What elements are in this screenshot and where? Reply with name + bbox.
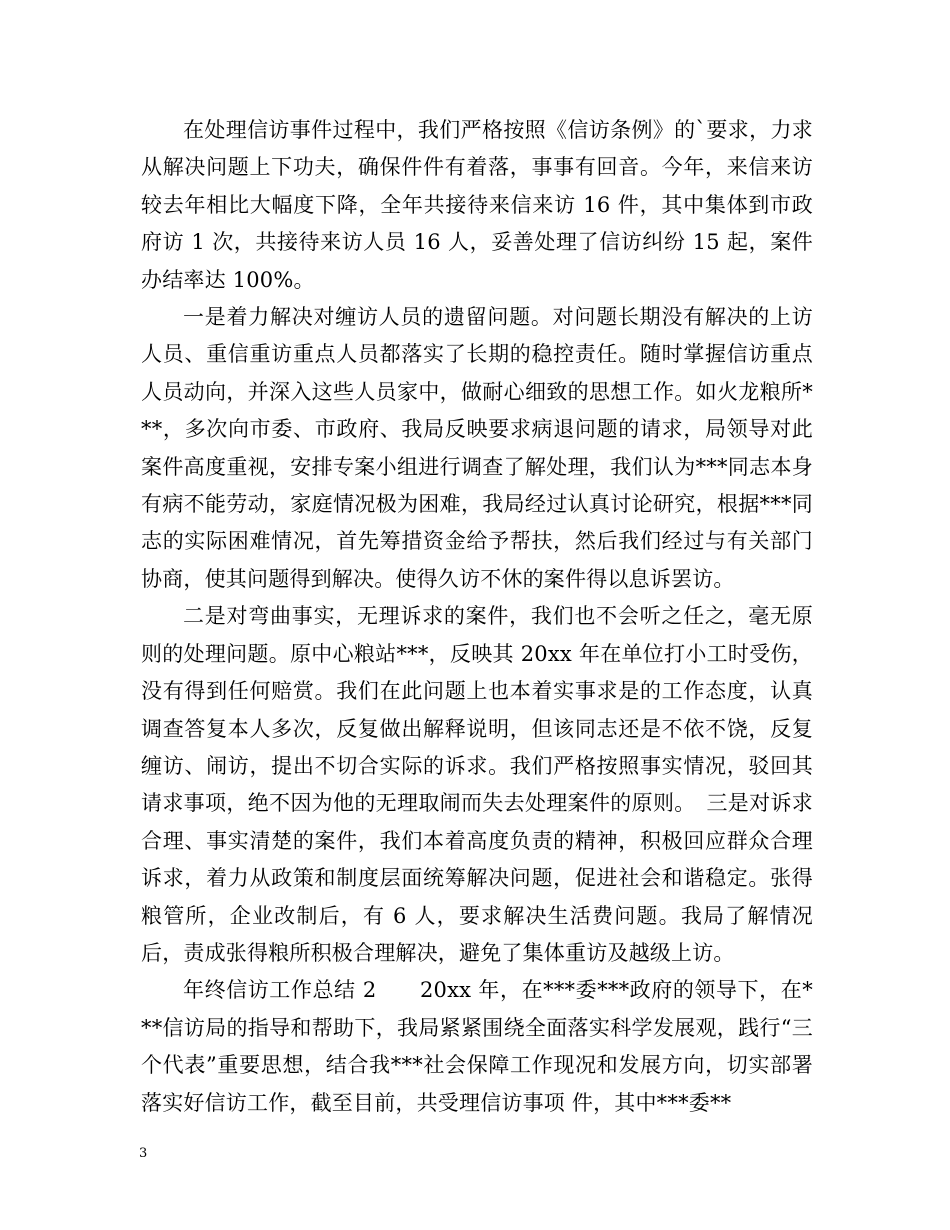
- paragraph-petition-handling: 在处理信访事件过程中，我们严格按照《信访条例》的`要求，力求从解决问题上下功夫，确保件件有着落，事事有回音。今年，来信来访较去年相比大幅度下降，全年共接待来信来访 16 件，其中集体到市政府访 1 次，共接待来访人员 16 人，妥善处理了信访纠纷 15 起，案件办结率达 100%。: [141, 118, 813, 292]
- document-body: [141, 112, 813, 1122]
- paragraph-year-end-summary-2: 年终信访工作总结 2 20xx 年，在***委***政府的领导下，在***信访局的指导和帮助下，我局紧紧围绕全面落实科学发展观，践行“三个代表”重要思想，结合我***社会保障工作现况和发展方向，切实部署落实好信访工作，截至目前，共受理信访事项 件，其中***委**: [141, 978, 813, 1115]
- paragraph-resolve-legacy-issues: 一是着力解决对缠访人员的遗留问题。对问题长期没有解决的上访人员、重信重访重点人员都落实了长期的稳控责任。随时掌握信访重点人员动向，并深入这些人员家中，做耐心细致的思想工作。如火龙粮所***，多次向市委、市政府、我局反映要求病退问题的请求，局领导对此案件高度重视，安排专案小组进行调查了解处理，我们认为***同志本身有病不能劳动，家庭情况极为困难，我局经过认真讨论研究，根据***同志的实际困难情况，首先筹措资金给予帮扶，然后我们经过与有关部门协商，使其问题得到解决。使得久访不休的案件得以息诉罢访。: [141, 305, 813, 591]
- page-number: 3: [139, 1146, 148, 1161]
- paragraph-unreasonable-claims: 二是对弯曲事实，无理诉求的案件，我们也不会听之任之，毫无原则的处理问题。原中心粮站***，反映其 20xx 年在单位打小工时受伤，没有得到任何赔赏。我们在此问题上也本着实事求是的工作态度，认真调查答复本人多次，反复做出解释说明，但该同志还是不依不饶，反复缠访、闹访，提出不切合实际的诉求。我们严格按照事实情况，驳回其请求事项，绝不因为他的无理取闹而失去处理案件的原则。 三是对诉求合理、事实清楚的案件，我们本着高度负责的精神，积极回应群众合理诉求，着力从政策和制度层面统筹解决问题，促进社会和谐稳定。张得粮管所，企业改制后，有 6 人，要求解决生活费问题。我局了解情况后，责成张得粮所积极合理解决，避免了集体重访及越级上访。: [141, 604, 813, 965]
